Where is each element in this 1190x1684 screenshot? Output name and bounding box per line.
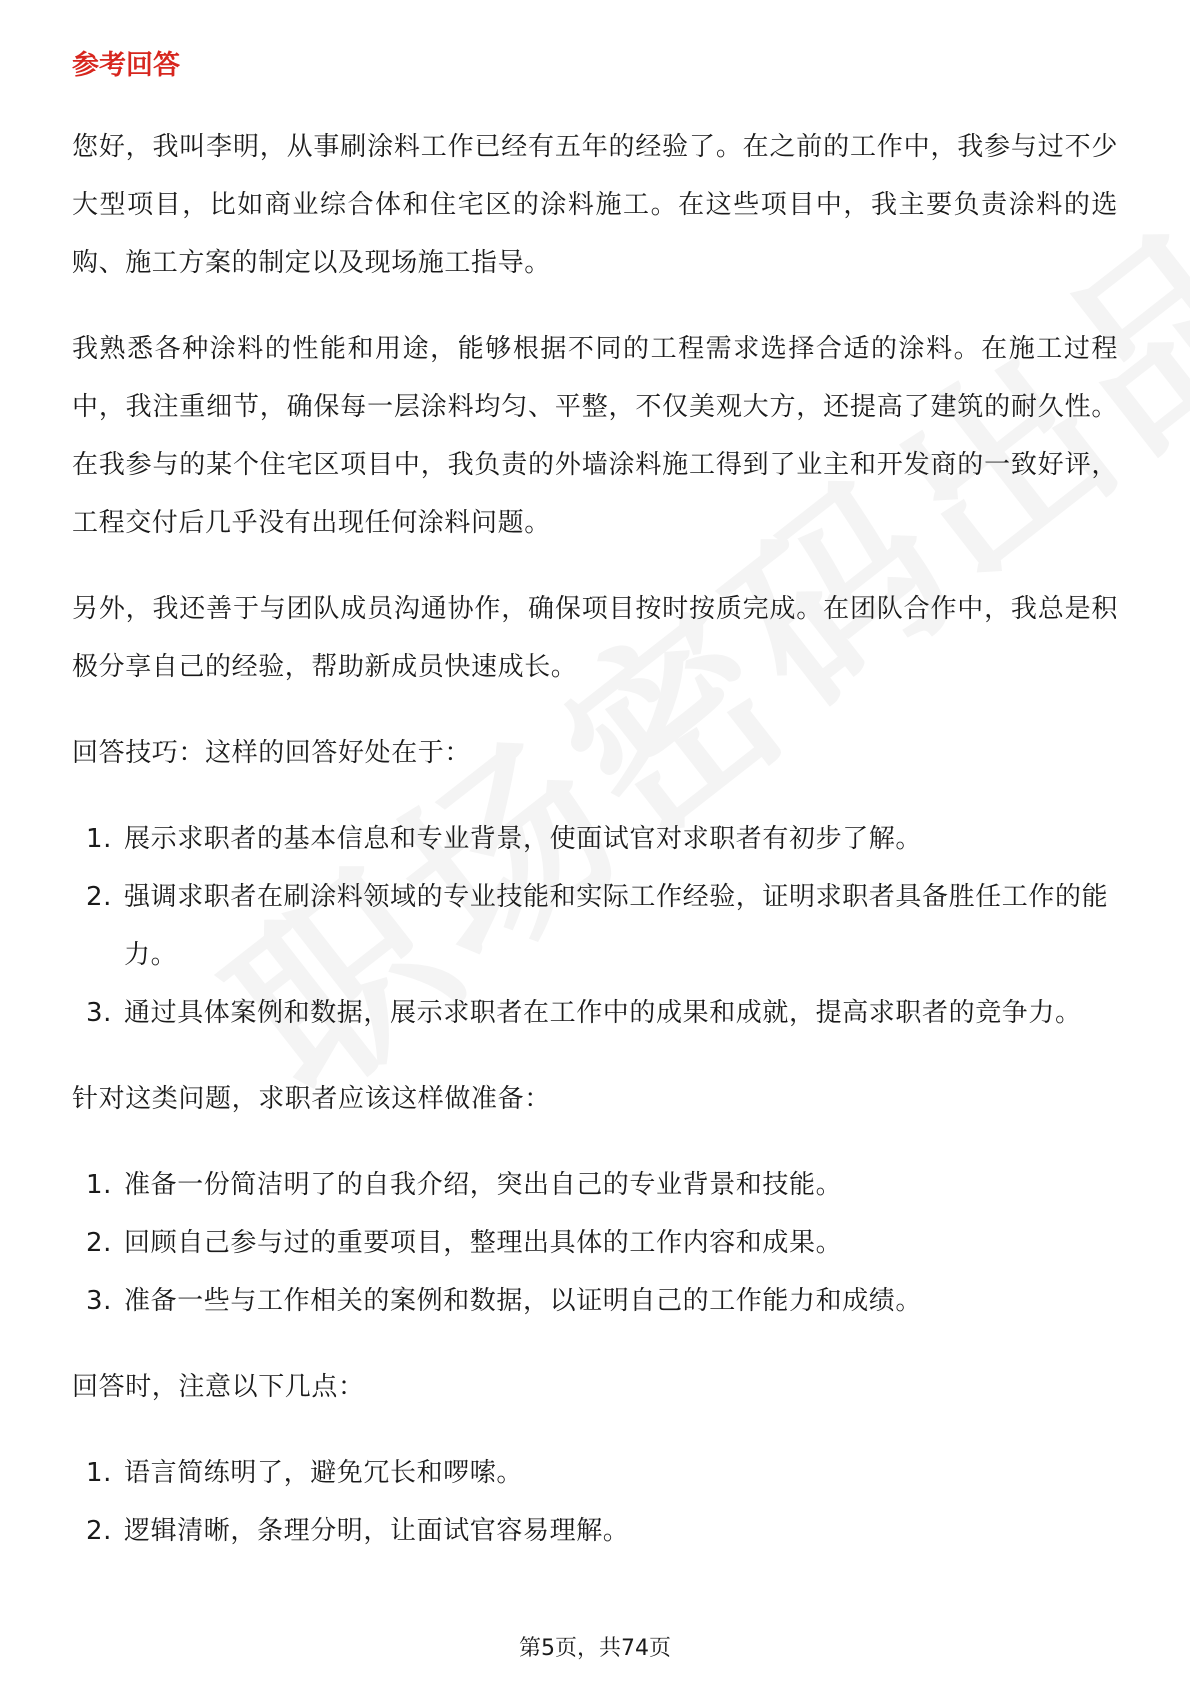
page-number-footer: 第5页，共74页: [519, 1636, 671, 1661]
list-number: 3.: [86, 998, 113, 1028]
list-item: [72, 1214, 1118, 1272]
tips-list: [72, 810, 1118, 1042]
list-number: 1.: [86, 824, 113, 854]
intro-paragraph-3: 另外，我还善于与团队成员沟通协作，确保项目按时按质完成。在团队合作中，我总是积极分享自己的经验，帮助新成员快速成长。: [72, 594, 1118, 682]
list-item: [72, 868, 1118, 984]
list-number: 2.: [86, 882, 113, 912]
prep-label: 针对这类问题，求职者应该这样做准备：: [72, 1084, 551, 1114]
list-item-text: 准备一些与工作相关的案例和数据，以证明自己的工作能力和成绩。: [124, 1286, 923, 1316]
list-item: [72, 1502, 1118, 1560]
section-heading: 参考回答: [72, 50, 180, 81]
intro-paragraph-2: 我熟悉各种涂料的性能和用途，能够根据不同的工程需求选择合适的涂料。在施工过程中，我注重细节，确保每一层涂料均匀、平整，不仅美观大方，还提高了建筑的耐久性。在我参与的某个住宅区项目中，我负责的外墙涂料施工得到了业主和开发商的一致好评，工程交付后几乎没有出现任何涂料问题。: [72, 334, 1118, 538]
list-item-text: 回顾自己参与过的重要项目，整理出具体的工作内容和成果。: [124, 1228, 843, 1258]
list-item: [72, 1444, 1118, 1502]
notes-label: 回答时，注意以下几点：: [72, 1372, 365, 1402]
list-item-text: 展示求职者的基本信息和专业背景，使面试官对求职者有初步了解。: [124, 824, 923, 854]
intro-paragraph-1: 您好，我叫李明，从事刷涂料工作已经有五年的经验了。在之前的工作中，我参与过不少大型项目，比如商业综合体和住宅区的涂料施工。在这些项目中，我主要负责涂料的选购、施工方案的制定以及现场施工指导。: [72, 132, 1118, 278]
document-page: [72, 46, 1118, 1588]
list-item-text: 通过具体案例和数据，展示求职者在工作中的成果和成就，提高求职者的竞争力。: [124, 998, 1082, 1028]
list-number: 1.: [86, 1170, 113, 1200]
list-item: [72, 810, 1118, 868]
tips-label: 回答技巧：这样的回答好处在于：: [72, 738, 472, 768]
list-number: 1.: [86, 1458, 113, 1488]
list-item: [72, 1156, 1118, 1214]
list-number: 2.: [86, 1516, 113, 1546]
list-number: 3.: [86, 1286, 113, 1316]
list-number: 2.: [86, 1228, 113, 1258]
list-item: [72, 984, 1118, 1042]
notes-list: [72, 1444, 1118, 1560]
list-item-text: 语言简练明了，避免冗长和啰嗦。: [124, 1458, 524, 1488]
list-item-text: 强调求职者在刷涂料领域的专业技能和实际工作经验，证明求职者具备胜任工作的能力。: [124, 882, 1109, 970]
list-item: [72, 1272, 1118, 1330]
list-item-text: 准备一份简洁明了的自我介绍，突出自己的专业背景和技能。: [124, 1170, 843, 1200]
prep-list: [72, 1156, 1118, 1330]
list-item-text: 逻辑清晰，条理分明，让面试官容易理解。: [124, 1516, 630, 1546]
